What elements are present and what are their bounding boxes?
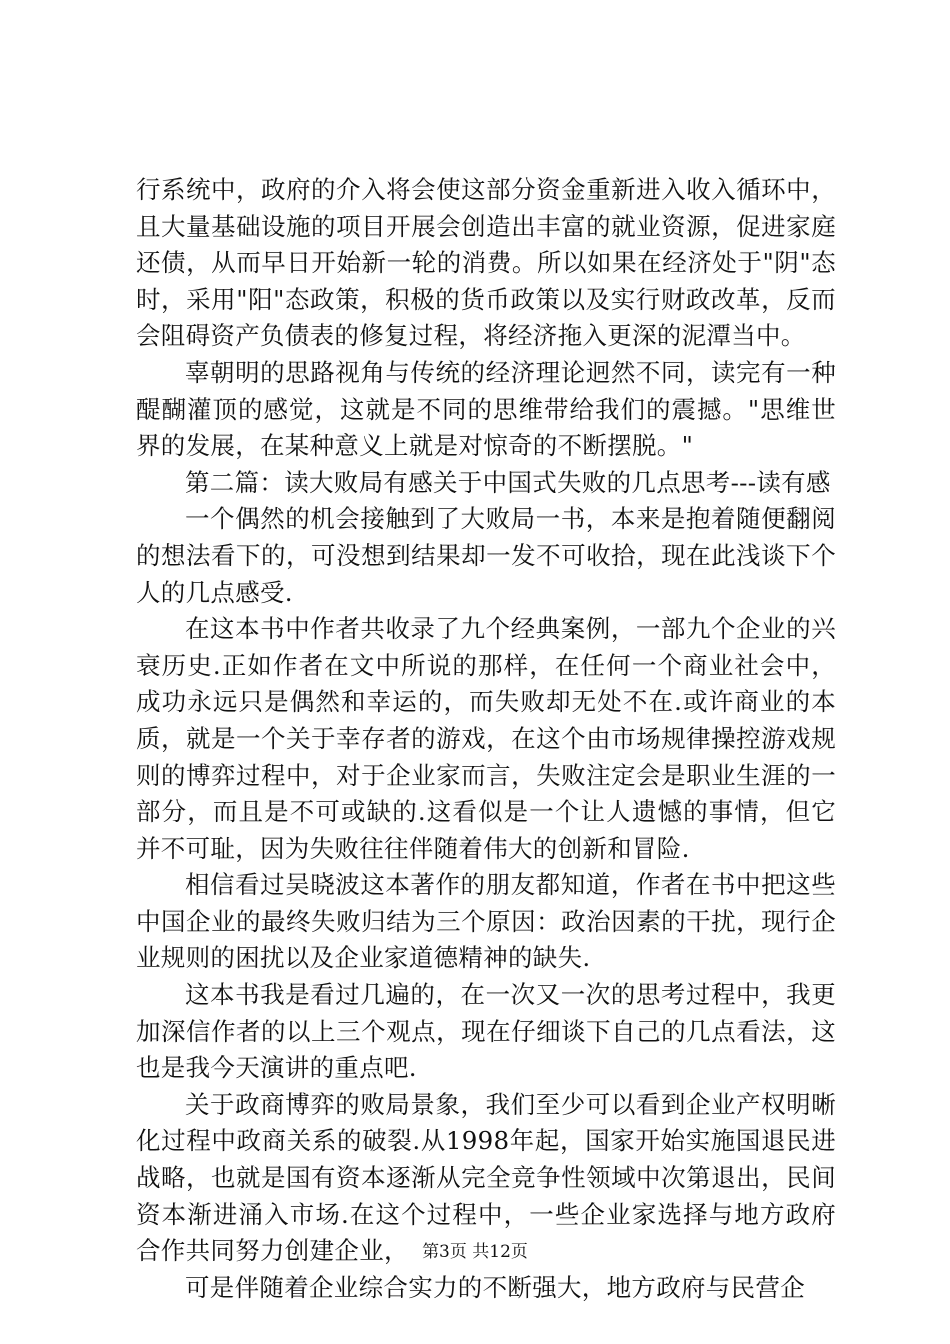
- paragraph: 相信看过吴晓波这本著作的朋友都知道，作者在书中把这些中国企业的最终失败归结为三个原因：政治因素的干扰，现行企业规则的困扰以及企业家道德精神的缺失.: [136, 870, 836, 973]
- document-body: [136, 172, 836, 1306]
- page-number-footer: 第3页 共12页: [422, 1242, 528, 1262]
- paragraph: 行系统中，政府的介入将会使这部分资金重新进入收入循环中，且大量基础设施的项目开展会创造出丰富的就业资源，促进家庭还债，从而早日开始新一轮的消费。所以如果在经济处于"阴"态时，采用"阳"态政策，积极的货币政策以及实行财政改革，反而会阻碍资产负债表的修复过程，将经济拖入更深的泥潭当中。: [136, 175, 836, 351]
- section-heading-paragraph: 第二篇：读大败局有感关于中国式失败的几点思考---读有感: [185, 467, 831, 497]
- paragraph: 辜朝明的思路视角与传统的经济理论迥然不同，读完有一种醍醐灌顶的感觉，这就是不同的思维带给我们的震撼。"思维世界的发展，在某种意义上就是对惊奇的不断摆脱。": [136, 357, 836, 461]
- paragraph: 关于政商博弈的败局景象，我们至少可以看到企业产权明晰化过程中政商关系的破裂.从1998年起，国家开始实施国退民进战略，也就是国有资本逐渐从完全竞争性领域中次第退出，民间资本渐进涌入市场.在这个过程中，一些企业家选择与地方政府合作共同努力创建企业，: [136, 1089, 836, 1266]
- paragraph: 这本书我是看过几遍的，在一次又一次的思考过程中，我更加深信作者的以上三个观点，现在仔细谈下自己的几点看法，这也是我今天演讲的重点吧.: [136, 980, 836, 1083]
- paragraph: 在这本书中作者共收录了九个经典案例，一部九个企业的兴衰历史.正如作者在文中所说的那样，在任何一个商业社会中，成功永远只是偶然和幸运的，而失败却无处不在.或许商业的本质，就是一个关于幸存者的游戏，在这个由市场规律操控游戏规则的博弈过程中，对于企业家而言，失败注定会是职业生涯的一部分，而且是不可或缺的.这看似是一个让人遗憾的事情，但它并不可耻，因为失败往往伴随着伟大的创新和冒险.: [136, 614, 836, 863]
- paragraph: 一个偶然的机会接触到了大败局一书，本来是抱着随便翻阅的想法看下的，可没想到结果却一发不可收拾，现在此浅谈下个人的几点感受.: [136, 504, 836, 607]
- paragraph: 可是伴随着企业综合实力的不断强大，地方政府与民营企: [185, 1272, 805, 1302]
